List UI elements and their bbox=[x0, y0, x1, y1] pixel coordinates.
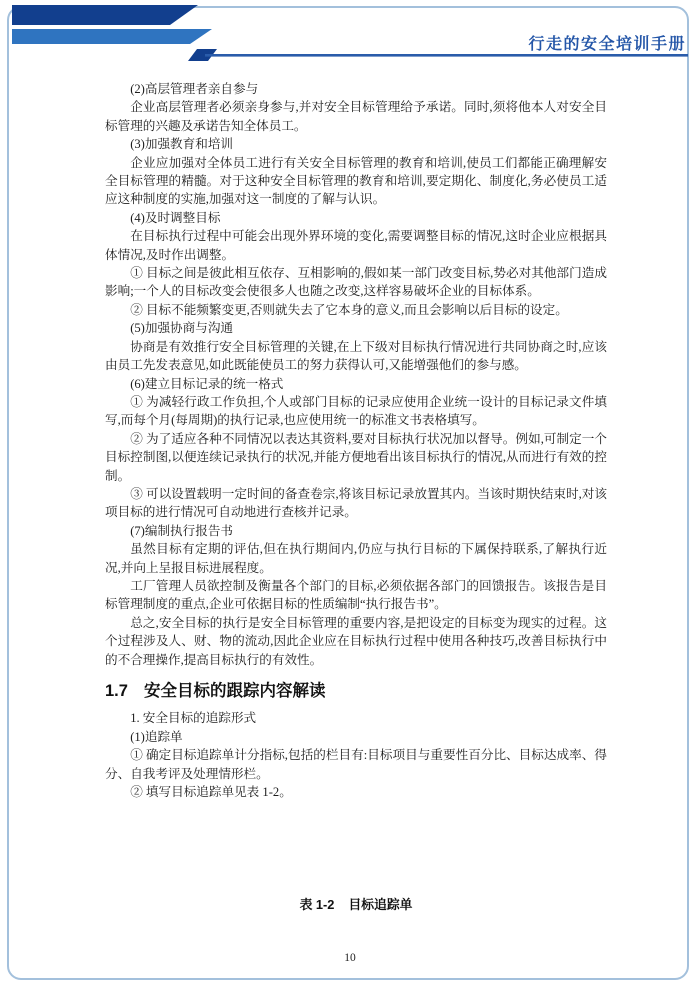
table-caption bbox=[105, 896, 607, 914]
body-paragraph: ① 确定目标追踪单计分指标,包括的栏目有:目标项目与重要性百分比、目标达成率、得分、自我考评及处理情形栏。 bbox=[105, 748, 607, 781]
table-caption-title: 目标追踪单 bbox=[348, 897, 413, 913]
header-rule bbox=[205, 54, 688, 57]
body-paragraph: 在目标执行过程中可能会出现外界环境的变化,需要调整目标的情况,这时企业应根据具体情况,及时作出调整。 bbox=[105, 229, 607, 262]
body-paragraph: 1. 安全目标的追踪形式 bbox=[130, 711, 257, 726]
body-paragraph: ③ 可以设置载明一定时间的备查卷宗,将该目标记录放置其内。当该时期快结束时,对该项目标的进行情况可自动地进行查核并记录。 bbox=[105, 486, 607, 520]
body-paragraph: (7)编制执行报告书 bbox=[130, 523, 234, 538]
body-paragraph: 企业高层管理者必须亲身参与,并对安全目标管理给予承诺。同时,须将他本人对安全目标管理的兴趣及承诺告知全体员工。 bbox=[105, 100, 607, 133]
body-paragraph: ① 目标之间是彼此相互依存、互相影响的,假如某一部门改变目标,势必对其他部门造成影响;一个人的目标改变会使很多人也随之改变,这样容易破坏企业的目标体系。 bbox=[105, 266, 607, 299]
header-band-dark bbox=[12, 5, 198, 25]
page-header-title: 行走的安全培训手册 bbox=[528, 36, 686, 53]
body-paragraph: ② 目标不能频繁变更,否则就失去了它本身的意义,而且会影响以后目标的设定。 bbox=[130, 302, 568, 317]
header-band-light bbox=[12, 29, 212, 44]
body-paragraph: 总之,安全目标的执行是安全目标管理的重要内容,是把设定的目标变为现实的过程。这个过程涉及人、财、物的流动,因此企业应在目标执行过程中使用各种技巧,改善目标执行中的不合理操作,提高目标执行的有效性。 bbox=[105, 615, 607, 667]
body-paragraph: (6)建立目标记录的统一格式 bbox=[130, 376, 284, 391]
body-paragraph: 协商是有效推行安全目标管理的关键,在上下级对目标执行情况进行共同协商之时,应该由员工先发表意见,如此既能使员工的努力获得认可,又能增强他们的参与感。 bbox=[105, 339, 607, 373]
body-paragraph: (1)追踪单 bbox=[130, 729, 183, 744]
table-caption-number: 表 1-2 bbox=[299, 897, 335, 913]
body-paragraph: (3)加强教育和培训 bbox=[130, 137, 234, 152]
body-paragraph: 工厂管理人员欲控制及衡量各个部门的目标,必须依据各部门的回馈报告。该报告是目标管理制度的重点,企业可依据目标的性质编制“执行报告书”。 bbox=[105, 578, 607, 612]
body-paragraph: (4)及时调整目标 bbox=[130, 210, 221, 225]
body-paragraph: ② 填写目标追踪单见表 1-2。 bbox=[130, 785, 292, 800]
page-content bbox=[105, 80, 607, 915]
body-paragraph: ① 为减轻行政工作负担,个人或部门目标的记录应使用企业统一设计的目标记录文件填写,而每个月(每周期)的执行记录,也应使用统一的标准文书表格填写。 bbox=[105, 394, 607, 428]
page-number: 10 bbox=[344, 952, 356, 964]
body-paragraph: 虽然目标有定期的评估,但在执行期间内,仍应与执行目标的下属保持联系,了解执行近况,并向上呈报目标进展程度。 bbox=[105, 542, 607, 575]
section-heading bbox=[105, 682, 607, 700]
body-paragraph: 企业应加强对全体员工进行有关安全目标管理的教育和培训,使员工们都能正确理解安全目标管理的精髓。对于这种安全目标管理的教育和培训,要定期化、制度化,务必使员工适应这种制度的实施,加强对这一制度的了解与认识。 bbox=[105, 155, 607, 207]
section-title: 安全目标的跟踪内容解读 bbox=[143, 682, 326, 700]
body-paragraph: ② 为了适应各种不同情况以表达其资料,要对目标执行状况加以督导。例如,可制定一个目标控制图,以便连续记录执行的状况,并能方便地看出该目标执行的情况,从而进行有效的控制。 bbox=[105, 431, 607, 483]
body-paragraph: (2)高层管理者亲自参与 bbox=[130, 82, 259, 96]
body-paragraph: (5)加强协商与沟通 bbox=[130, 321, 234, 336]
section-number: 1.7 bbox=[105, 682, 128, 700]
